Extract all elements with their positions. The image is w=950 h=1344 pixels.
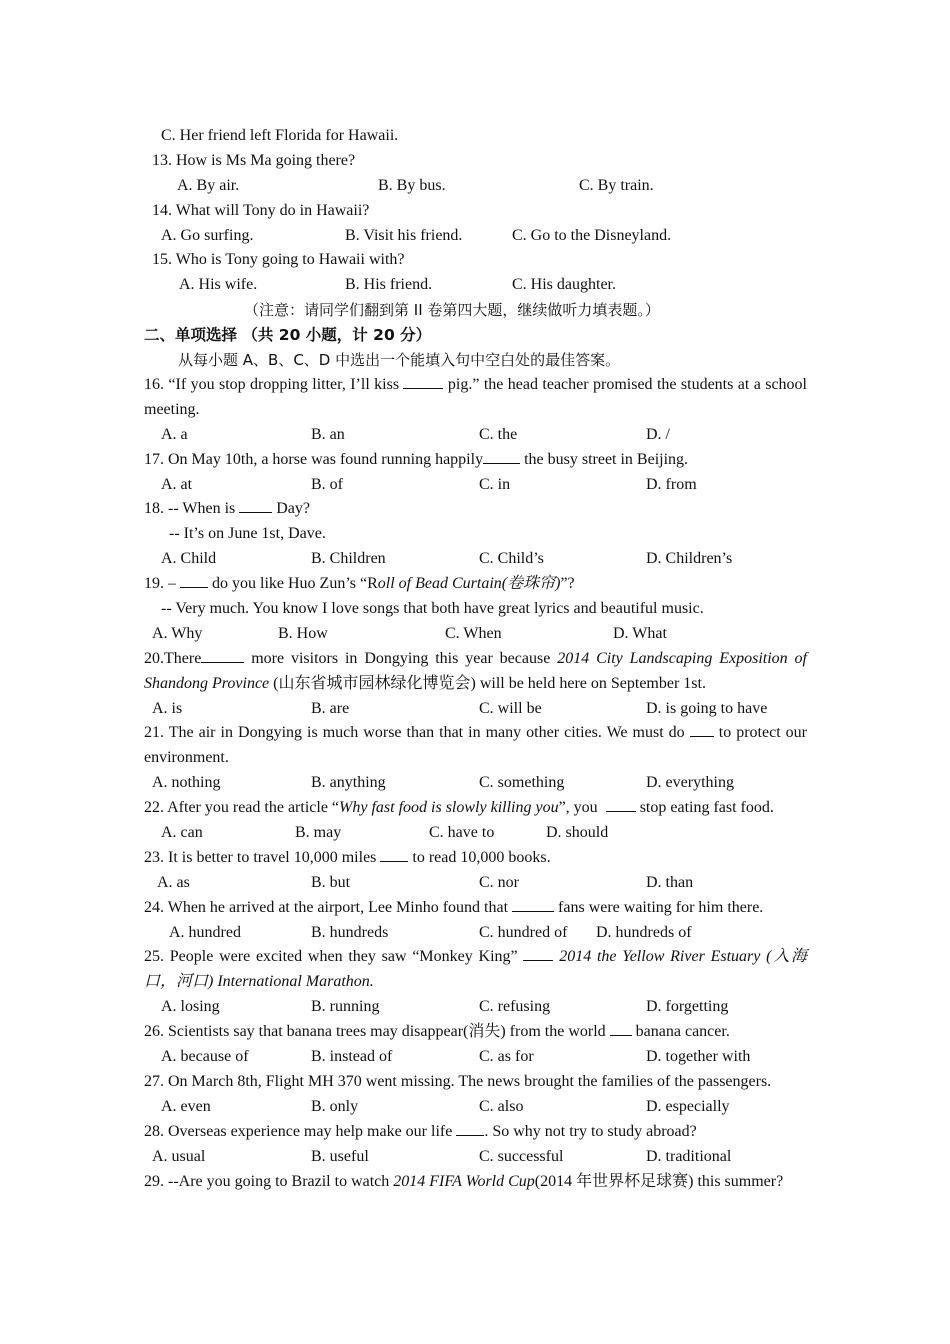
text-segment: 28. Overseas experience may help make our life xyxy=(144,1122,457,1140)
text-segment: C. refusing xyxy=(479,998,551,1016)
text-segment: C. hundred of xyxy=(479,923,568,941)
text-segment: 29. --Are you going to Brazil to watch xyxy=(144,1172,394,1190)
text-segment: 22. After you read the article “ xyxy=(144,799,340,817)
q18-options xyxy=(144,547,807,572)
q20-stem xyxy=(144,647,807,697)
q14-options xyxy=(144,224,807,249)
option-a: A. His wife. xyxy=(179,276,258,294)
text-segment: A. a xyxy=(161,425,188,443)
answer-blank xyxy=(380,847,408,862)
text-segment: C. successful xyxy=(479,1147,564,1165)
text-segment: C. also xyxy=(479,1097,524,1115)
text-segment: D. especially xyxy=(646,1097,730,1115)
q22-stem xyxy=(144,796,807,821)
answer-blank xyxy=(403,374,443,389)
q23-options xyxy=(144,871,807,896)
option-a: A. By air. xyxy=(177,176,240,194)
text-segment: B. hundreds xyxy=(311,923,389,941)
option-a: A. Go surfing. xyxy=(161,226,254,244)
text-segment: A. Child xyxy=(161,550,217,568)
answer-blank xyxy=(606,797,636,812)
text-segment: 从每小题 A、B、C、D 中选出一个能填入句中空白处的最佳答案。 xyxy=(178,351,621,370)
section-instruction xyxy=(144,348,807,373)
text-segment: oll of Bead Curtain(卷珠帘) xyxy=(377,575,561,593)
text-segment: 17. On May 10th, a horse was found running happily xyxy=(144,450,484,468)
text-segment: A. can xyxy=(161,824,203,842)
text-segment: 26. Scientists say that banana trees may disappear(消失) from the world xyxy=(144,1023,610,1041)
answer-blank xyxy=(239,498,272,513)
text-segment: Day? xyxy=(272,500,311,518)
text-segment: ”? xyxy=(560,575,575,593)
text-segment: A. at xyxy=(161,475,193,493)
text-segment: 19. – xyxy=(144,575,180,593)
answer-blank xyxy=(690,722,714,737)
q12-option-c xyxy=(144,124,807,149)
answer-blank xyxy=(201,648,244,663)
q27-stem xyxy=(144,1070,807,1095)
q26-options xyxy=(144,1045,807,1070)
q17-stem xyxy=(144,448,807,473)
text-segment: （注意：请同学们翻到第 II 卷第四大题，继续做听力填表题。） xyxy=(244,301,660,320)
exam-content xyxy=(144,124,807,1194)
section-heading xyxy=(144,323,807,348)
text-segment: B. running xyxy=(311,998,380,1016)
text-segment: D. should xyxy=(546,824,609,842)
q21-options xyxy=(144,771,807,796)
q22-options xyxy=(144,821,807,846)
text-segment: C. nor xyxy=(479,873,519,891)
text-segment: the busy street in Beijing. xyxy=(520,450,689,468)
q19-options xyxy=(144,622,807,647)
text-segment: -- It’s on June 1st, Dave. xyxy=(169,525,326,543)
text-segment: D. / xyxy=(646,425,670,443)
text-segment: D. from xyxy=(646,475,697,493)
option-b: B. Visit his friend. xyxy=(345,226,463,244)
text-segment: 16. “If you stop dropping litter, I’ll kiss xyxy=(144,375,404,393)
text-segment: 27. On March 8th, Flight MH 370 went missing. The news brought the families of the passengers. xyxy=(144,1072,772,1090)
q19-stem xyxy=(144,572,807,597)
text-segment: A. losing xyxy=(161,998,220,1016)
q26-stem xyxy=(144,1020,807,1045)
text-segment: B. useful xyxy=(311,1147,369,1165)
text-segment: D. Children’s xyxy=(646,550,733,568)
text-segment: A. is xyxy=(152,699,183,717)
text-segment: D. traditional xyxy=(646,1147,732,1165)
text-segment: to protect our environment. xyxy=(144,724,807,767)
text-segment: A. nothing xyxy=(152,774,221,792)
text-segment: pig.” the head teacher promised the students at a school meeting. xyxy=(144,375,808,418)
text-segment: stop eating fast food. xyxy=(635,799,774,817)
text-segment: -- Very much. You know I love songs that both have great lyrics and beautiful music. xyxy=(161,599,704,617)
q15-stem xyxy=(144,248,807,273)
q13-options xyxy=(144,174,807,199)
text-segment: C. have to xyxy=(429,824,495,842)
q17-options xyxy=(144,473,807,498)
q24-stem xyxy=(144,896,807,921)
text-segment: 25. People were excited when they saw “Monkey King” xyxy=(144,948,524,966)
q19-reply xyxy=(144,597,807,622)
q25-stem xyxy=(144,945,807,995)
text-segment: C. the xyxy=(479,425,518,443)
text-segment: A. usual xyxy=(152,1147,206,1165)
listening-note xyxy=(144,298,807,323)
text-segment: 21. The air in Dongying is much worse than that in many other cities. We must do xyxy=(144,724,690,742)
text-segment: B. may xyxy=(295,824,342,842)
answer-blank xyxy=(456,1121,484,1136)
text-segment: A. because of xyxy=(161,1048,249,1066)
q24-options xyxy=(144,921,807,946)
q18-stem xyxy=(144,497,807,522)
text-segment: 2014 City Landscaping Exposition of Shandong Province xyxy=(144,649,808,692)
text-segment: B. but xyxy=(311,873,351,891)
text-segment: 15. Who is Tony going to Hawaii with? xyxy=(152,251,405,269)
text-segment: (2014 年世界杯足球赛) this summer? xyxy=(534,1172,784,1190)
text-segment: D. than xyxy=(646,873,694,891)
option-b: B. By bus. xyxy=(378,176,446,194)
text-segment: fans were waiting for him there. xyxy=(554,898,764,916)
text-segment: C. in xyxy=(479,475,511,493)
text-segment: more visitors in Dongying this year because xyxy=(244,649,558,667)
answer-blank xyxy=(483,449,520,464)
option-c: C. His daughter. xyxy=(512,276,616,294)
text-segment: 24. When he arrived at the airport, Lee Minho found that xyxy=(144,898,513,916)
answer-blank xyxy=(512,897,554,912)
option-b: B. His friend. xyxy=(345,276,433,294)
option-c: C. Go to the Disneyland. xyxy=(512,226,672,244)
text-segment: D. is going to have xyxy=(646,699,768,717)
text-segment: banana cancer. xyxy=(631,1023,730,1041)
text-segment: B. only xyxy=(311,1097,359,1115)
text-segment: C. When xyxy=(445,624,502,642)
text-segment: ”, you xyxy=(558,799,602,817)
text-segment: A. even xyxy=(161,1097,211,1115)
answer-blank xyxy=(523,946,553,961)
text-segment: A. as xyxy=(157,873,190,891)
text-segment: D. forgetting xyxy=(646,998,729,1016)
text-segment: (山东省城市园林绿化博览会) will be held here on September 1st. xyxy=(269,674,706,692)
q25-options xyxy=(144,995,807,1020)
text-segment: B. are xyxy=(311,699,350,717)
q14-stem xyxy=(144,199,807,224)
text-segment: A. hundred xyxy=(169,923,241,941)
text-segment: to read 10,000 books. xyxy=(408,848,551,866)
text-segment: B. Children xyxy=(311,550,386,568)
text-segment: . So why not try to study abroad? xyxy=(484,1122,697,1140)
answer-blank xyxy=(180,573,208,588)
q27-options xyxy=(144,1095,807,1120)
q18-reply xyxy=(144,522,807,547)
text-segment: B. How xyxy=(278,624,328,642)
text-segment: 14. What will Tony do in Hawaii? xyxy=(152,201,370,219)
text-segment: B. of xyxy=(311,475,343,493)
text-segment: 二、单项选择 （共 20 小题，计 20 分） xyxy=(144,326,432,345)
q16-options xyxy=(144,423,807,448)
q21-stem xyxy=(144,721,807,771)
q13-stem xyxy=(144,149,807,174)
text-segment: Why fast food is slowly killing you xyxy=(339,799,559,817)
text-segment: D. everything xyxy=(646,774,734,792)
text-segment: do you like Huo Zun’s “R xyxy=(208,575,378,593)
text-segment: C. something xyxy=(479,774,565,792)
text-segment: C. as for xyxy=(479,1048,534,1066)
text-segment: C. will be xyxy=(479,699,542,717)
q28-stem xyxy=(144,1120,807,1145)
option-c: C. By train. xyxy=(579,176,654,194)
text-segment: B. instead of xyxy=(311,1048,393,1066)
q15-options xyxy=(144,273,807,298)
text-segment: D. together with xyxy=(646,1048,751,1066)
text-segment: A. Why xyxy=(152,624,203,642)
text-segment: 20.There xyxy=(144,649,202,667)
text-segment: D. What xyxy=(613,624,667,642)
text-segment: 2014 FIFA World Cup xyxy=(393,1172,535,1190)
q20-options xyxy=(144,697,807,722)
text-segment: B. an xyxy=(311,425,345,443)
text-segment: 18. -- When is xyxy=(144,500,240,518)
text-segment: C. Child’s xyxy=(479,550,544,568)
q28-options xyxy=(144,1145,807,1170)
text-segment: D. hundreds of xyxy=(596,923,692,941)
text-segment: 23. It is better to travel 10,000 miles xyxy=(144,848,381,866)
text-segment: 2014 the Yellow River Estuary (入海口，河口) International Marathon. xyxy=(144,948,807,991)
text-segment: 13. How is Ms Ma going there? xyxy=(152,151,356,169)
text-segment: C. Her friend left Florida for Hawaii. xyxy=(161,127,399,144)
q16-stem xyxy=(144,373,807,423)
q23-stem xyxy=(144,846,807,871)
q29-stem xyxy=(144,1170,807,1195)
answer-blank xyxy=(610,1021,632,1036)
text-segment: B. anything xyxy=(311,774,386,792)
